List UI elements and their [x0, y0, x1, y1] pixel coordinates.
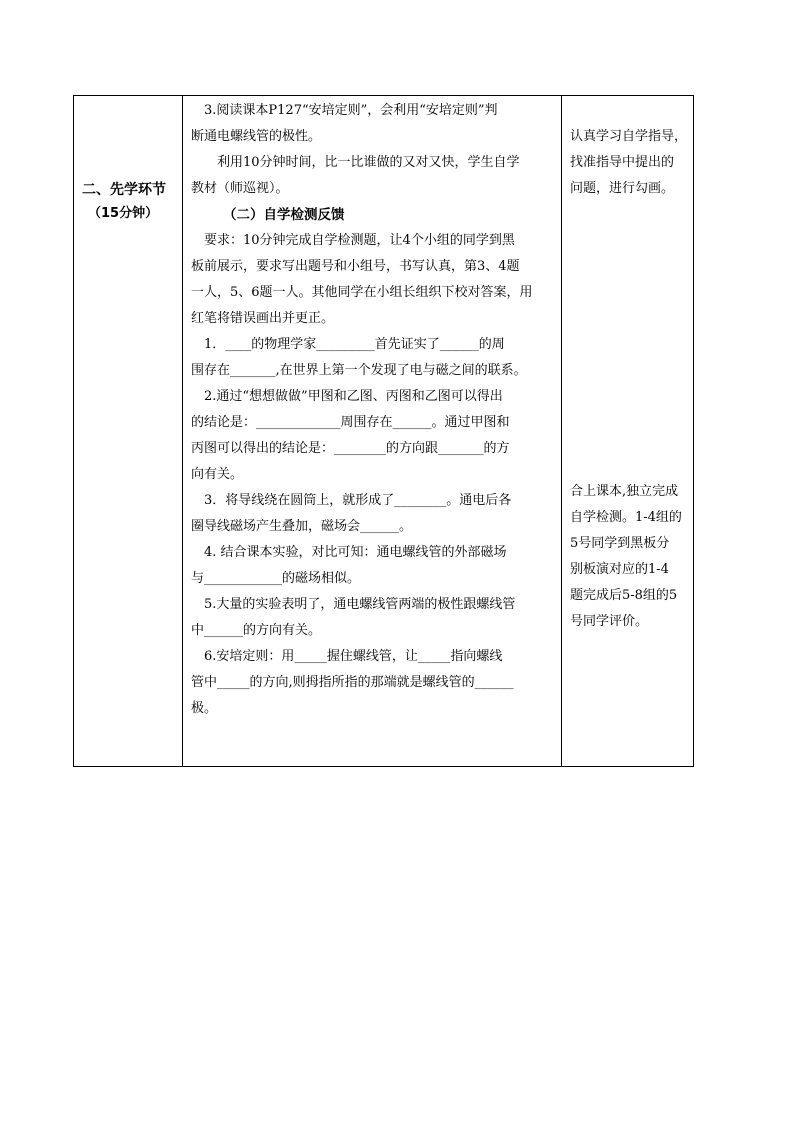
content-block — [191, 98, 559, 722]
content-line: 1．____的物理学家_________首先证实了______的周 — [191, 337, 505, 352]
section-title: 二、先学环节 — [82, 182, 166, 198]
note-line: 自学检测。1-4组的 — [570, 510, 682, 525]
column-divider — [561, 96, 562, 766]
section-heading — [82, 178, 182, 226]
content-line: 一人，5、6题一人。其他同学在小组长组织下校对答案，用 — [191, 285, 533, 300]
content-line: 断通电螺线管的极性。 — [191, 129, 322, 144]
content-line: 6.安培定则：用_____握住螺线管，让_____指向螺线 — [191, 649, 503, 664]
column-divider — [182, 96, 183, 766]
notes-column — [563, 96, 693, 766]
student-activity-note — [570, 479, 694, 635]
student-activity-note — [570, 124, 694, 202]
content-line: 红笔将错误画出并更正。 — [191, 311, 335, 326]
content-line: 圈导线磁场产生叠加，磁场会______。 — [191, 519, 413, 534]
note-line: 问题，进行勾画。 — [570, 181, 675, 196]
note-line: 别板演对应的1-4 — [570, 562, 669, 577]
note-line: 5号同学到黑板分 — [570, 536, 670, 551]
content-line: 3.阅读课本P127“安培定则”，会利用“安培定则”判 — [191, 103, 498, 118]
content-line: 丙图可以得出的结论是：________的方向跟_______的方 — [191, 441, 510, 456]
content-line: 管中_____的方向,则拇指所指的那端就是螺线管的______ — [191, 675, 514, 690]
content-line: 教材（师巡视）。 — [191, 181, 289, 196]
content-line: 的结论是：_____________周围存在______。通过甲图和 — [191, 415, 510, 430]
section-duration: （15分钟） — [88, 206, 159, 221]
content-line: 2.通过“想想做做”甲图和乙图、丙图和乙图可以得出 — [191, 389, 503, 404]
section-column — [74, 96, 182, 766]
content-line: 板前展示，要求写出题号和小组号，书写认真，第3、4题 — [191, 259, 520, 274]
content-line: 与____________的磁场相似。 — [191, 571, 361, 586]
note-line: 号同学评价。 — [570, 614, 649, 629]
content-line: 围存在_______,在世界上第一个发现了电与磁之间的联系。 — [191, 363, 527, 378]
note-line: 找准指导中提出的 — [570, 155, 675, 170]
content-line: 中______的方向有关。 — [191, 623, 322, 638]
content-line: 5.大量的实验表明了，通电螺线管两端的极性跟螺线管 — [191, 597, 516, 612]
content-column — [184, 96, 560, 766]
note-line: 认真学习自学指导， — [570, 129, 688, 144]
content-line: 3．将导线绕在圆筒上，就形成了________。通电后各 — [191, 493, 512, 508]
note-line: 合上课本,独立完成 — [570, 484, 679, 499]
content-line: 4. 结合课本实验，对比可知：通电螺线管的外部磁场 — [191, 545, 507, 560]
note-line: 题完成后5-8组的5 — [570, 588, 678, 603]
content-line: 要求：10分钟完成自学检测题，让4个小组的同学到黑 — [191, 233, 515, 248]
subsection-heading: （二）自学检测反馈 — [223, 207, 345, 223]
lesson-table — [73, 95, 694, 767]
content-line: 向有关。 — [191, 467, 244, 482]
content-line: 极。 — [191, 701, 218, 716]
content-line: 利用10分钟时间，比一比谁做的又对又快，学生自学 — [191, 155, 520, 170]
